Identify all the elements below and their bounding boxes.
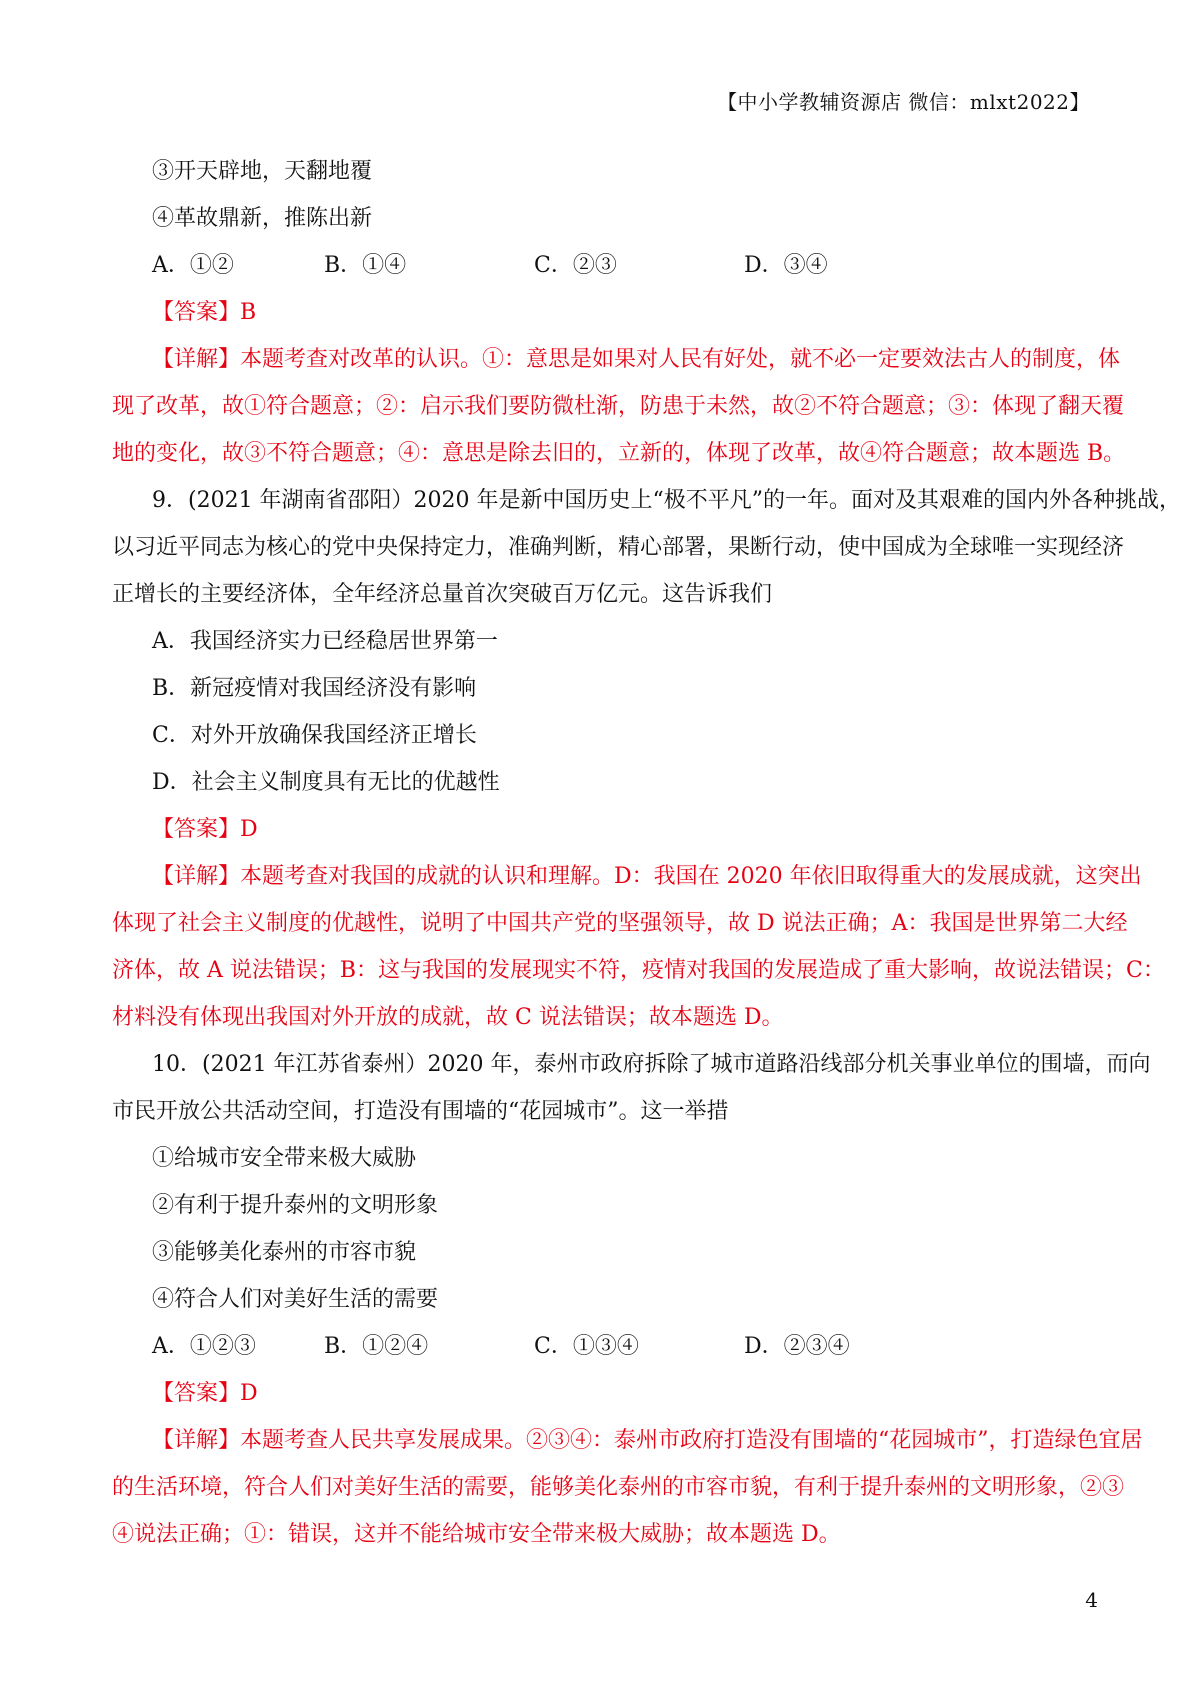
q9-choice-b: B．新冠疫情对我国经济没有影响 [152,676,477,701]
q10-option-a: A．①②③ [152,1334,256,1359]
q9-explain-line: 材料没有体现出我国对外开放的成就，故 C 说法错误；故本题选 D。 [112,1005,784,1030]
q8-option-c: C．②③ [534,253,617,278]
q8-option-b: B．①④ [324,253,407,278]
q10-item-1: ①给城市安全带来极大威胁 [152,1146,417,1171]
q8-item-4: ④革故鼎新，推陈出新 [152,206,373,231]
q8-explain-line: 地的变化，故③不符合题意；④：意思是除去旧的，立新的，体现了改革，故④符合题意；故本题选 B。 [112,441,1126,466]
q8-explain-line: 【详解】本题考查对改革的认识。①：意思是如果对人民有好处，就不必一定要效法古人的制度，体 [152,347,1121,372]
page-number: 4 [1085,1588,1098,1612]
q10-option-d: D．②③④ [744,1334,850,1359]
page-header: 【中小学教辅资源店 微信：mlxt2022】 [717,90,1090,114]
q9-stem-line: 9．(2021 年湖南省邵阳）2020 年是新中国历史上“极不平凡”的一年。面对及其艰难的国内外各种挑战， [152,488,1182,513]
q9-choice-a: A．我国经济实力已经稳居世界第一 [152,629,498,654]
q8-option-a: A．①② [152,253,234,278]
q8-explain-line: 现了改革，故①符合题意；②：启示我们要防微杜渐，防患于未然，故②不符合题意；③：体现了翻天覆 [112,394,1125,419]
q8-item-3: ③开天辟地，天翻地覆 [152,159,373,184]
q8-options [112,242,1090,289]
q9-answer: 【答案】D [152,817,258,842]
q9-explain-line: 济体，故 A 说法错误；B：这与我国的发展现实不符，疫情对我国的发展造成了重大影响，故说法错误；C： [112,958,1165,983]
q9-stem-line: 以习近平同志为核心的党中央保持定力，准确判断，精心部署，果断行动，使中国成为全球唯一实现经济 [112,535,1125,560]
q9-explain-line: 【详解】本题考查对我国的成就的认识和理解。D：我国在 2020 年依旧取得重大的发展成就，这突出 [152,864,1142,889]
q10-item-3: ③能够美化泰州的市容市貌 [152,1240,417,1265]
q10-item-2: ②有利于提升泰州的文明形象 [152,1193,439,1218]
q9-explain-line: 体现了社会主义制度的优越性，说明了中国共产党的坚强领导，故 D 说法正确；A：我国是世界第二大经 [112,911,1128,936]
q9-choice-c: C．对外开放确保我国经济正增长 [152,723,477,748]
q8-answer: 【答案】B [152,300,257,325]
q9-choice-d: D．社会主义制度具有无比的优越性 [152,770,500,795]
q10-item-4: ④符合人们对美好生活的需要 [152,1287,439,1312]
q10-answer: 【答案】D [152,1381,258,1406]
q10-stem-line: 10．(2021 年江苏省泰州）2020 年，泰州市政府拆除了城市道路沿线部分机关事业单位的围墙，而向 [152,1052,1151,1077]
q10-option-c: C．①③④ [534,1334,639,1359]
q10-explain-line: ④说法正确；①：错误，这并不能给城市安全带来极大威胁；故本题选 D。 [112,1522,841,1547]
q10-stem-line: 市民开放公共活动空间，打造没有围墙的“花园城市”。这一举措 [112,1099,729,1124]
document-body [112,148,1182,1558]
q10-explain-line: 的生活环境，符合人们对美好生活的需要，能够美化泰州的市容市貌，有利于提升泰州的文明形象，②③ [112,1475,1125,1500]
q10-option-b: B．①②④ [324,1334,429,1359]
q10-explain-line: 【详解】本题考查人民共享发展成果。②③④：泰州市政府打造没有围墙的“花园城市”，打造绿色宜居 [152,1428,1143,1453]
q8-option-d: D．③④ [744,253,828,278]
q9-stem-line: 正增长的主要经济体，全年经济总量首次突破百万亿元。这告诉我们 [112,582,773,607]
q10-options [112,1323,1090,1370]
